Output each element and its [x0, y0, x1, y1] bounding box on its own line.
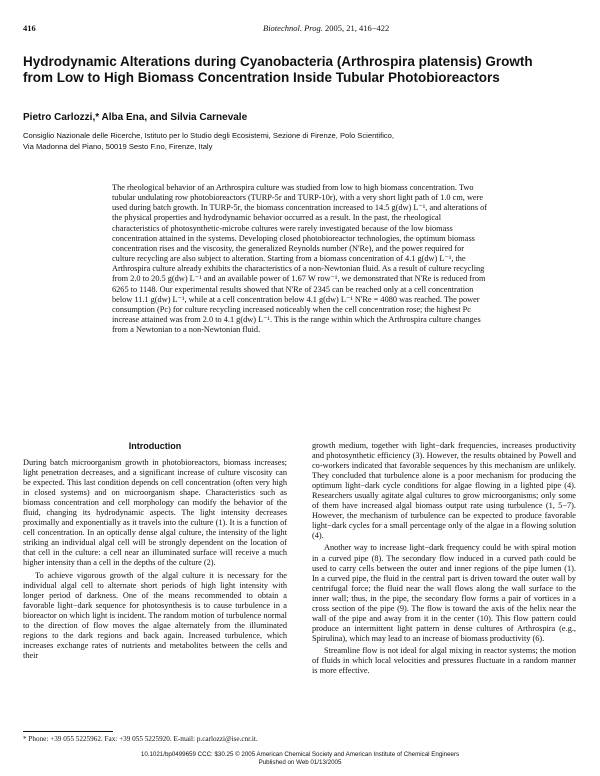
journal-citation	[263, 23, 389, 33]
affiliation-line-2: Via Madonna del Piano, 50019 Sesto F.no, Firenze, Italy	[23, 141, 213, 151]
right-column	[312, 441, 576, 676]
paragraph: growth medium, together with light−dark frequencies, increases productivity and photosynthetic efficiency (3). However, the results obtained by Powell and co-workers indicated that favorable sequences by this mechanism are unlikely. They concluded that turbulence alone is a poor mechanism for producing the optimum light−dark cycle conditions for algae flowing in a lighted pipe (4). Researchers usually agitate algal cultures to grow microorganisms; only some of them have increased algal biomass output rate using turbulence (1, 5−7). However, the mechanism of turbulence can be expected to produce favorable light−dark cycles for a small percentage only of the algae in a flowing solution (4).	[312, 441, 576, 541]
affiliation	[23, 131, 563, 152]
article-title: Hydrodynamic Alterations during Cyanobacteria (Arthrospira platensis) Growth from Low to High Biomass Concentration Inside Tubular Photobioreactors	[23, 54, 533, 85]
page-number: 416	[23, 23, 36, 33]
running-header	[23, 23, 577, 35]
publication-date-line: Published on Web 01/13/2005	[258, 759, 342, 766]
abstract: The rheological behavior of an Arthrospira culture was studied from low to high biomass concentration. Two tubular undulating row photobioreactors (TURP-5r and TURP-10r), with a very short light path of 1.0 cm, were used during batch growth. In TURP-5r, the biomass concentration increased to 14.5 g(dw) L⁻¹, and alterations of the physical properties and hydrodynamic behavior occurred as a result. In the past, the rheological characteristics of photosynthetic-microbe cultures were rarely investigated because of the low biomass concentration attained in the systems. Developing closed photobioreactor technologies, the optimum biomass concentration rises and the viscosity, the generalized Reynolds number (N'Re), and the power required for culture recycling are also subject to alteration. Starting from a biomass concentration of 4.1 g(dw) L⁻¹, the Arthrospira culture already exhibits the characteristics of a non-Newtonian fluid. As a result of culture recycling from 2.0 to 20.5 g(dw) L⁻¹ and an available power of 1.67 W row⁻¹, we demonstrated that N'Re is reduced from 6265 to 1148. Our experimental results showed that N'Re of 2345 can be reached only at a cell concentration below 11.1 g(dw) L⁻¹, while at a cell concentration below 4.1 g(dw) L⁻¹ N'Re = 4080 was reached. The power consumption (Pc) for culture recycling increased noticeably when the cell concentration rose; the highest Pc increase attained was from 2.0 to 4.1 g(dw) L⁻¹. This is the range within which the Arthrospira culture changes from a Newtonian to a non-Newtonian fluid.	[112, 183, 488, 335]
year-volume-pages: 2005, 21, 416−422	[325, 23, 390, 33]
publication-info	[23, 751, 577, 767]
journal-name: Biotechnol. Prog.	[263, 23, 323, 33]
left-column	[23, 440, 287, 661]
footnote-rule	[23, 731, 113, 732]
author-list: Pietro Carlozzi,* Alba Ena, and Silvia Carnevale	[23, 112, 248, 123]
paragraph: During batch microorganism growth in photobioreactors, biomass increases; light penetration decreases, and a significant increase of culture viscosity can be expected. This last condition depends on cell concentration (often very high in closed systems) and on microorganism shape. Characteristics such as biomass concentration and cell morphology can modify the behavior of the fluid, changing its hydrodynamic aspects. The light intensity decreases proximally and exponentially as it travels into the culture (1). It is a function of cell concentration. In an optically dense algal culture, the intensity of the light striking an individual algal cell will be strongly dependent on the location of that cell in the culture: a cell near an illuminated surface will receive a much higher intensity than a cell in the depths of the culture (2).	[23, 458, 287, 568]
paragraph: Streamline flow is not ideal for algal mixing in reactor systems; the motion of fluids in which local velocities and pressures fluctuate in a random manner is more effective.	[312, 645, 576, 676]
paragraph: Another way to increase light−dark frequency could be with spiral motion in a curved pipe (8). The secondary flow induced in a curved path could be used to carry cells between the outer and inner regions of the pipe lumen (1). In a curved pipe, the fluid in the central part is driven toward the outer wall by centrifugal force; the fluid near the wall flows along the wall surface to the inner wall; thus, in the pipe, the secondary flow forms a pair of vortices in a cross section of the pipe (9). The flow is toward the axis of the helix near the wall of the pipe and away from it in the center (10). This flow pattern could produce an intermittent light pattern in dense cultures of Arthrospira (e.g., Spirulina), which may lead to an increase of biomass productivity (6).	[312, 543, 576, 643]
corresponding-author-footnote: * Phone: +39 055 5225962. Fax: +39 055 5225920. E-mail: p.carlozzi@ise.cnr.it.	[23, 735, 258, 743]
section-heading-introduction: Introduction	[128, 441, 182, 451]
doi-copyright-line: 10.1021/bp0499659 CCC: $30.25 © 2005 American Chemical Society and American Institute of Chemical Engineers	[140, 751, 460, 758]
affiliation-line-1: Consiglio Nazionale delle Ricerche, Istituto per lo Studio degli Ecosistemi, Sezione di Firenze, Polo Scientifico,	[23, 131, 395, 140]
paragraph: To achieve vigorous growth of the algal culture it is necessary for the individual algal cell to alternate short periods of high light intensity with longer period of darkness. One of the means recommended to obtain a favorable light−dark sequence for photosynthesis is to cause turbulence in a bioreactor on which light is incident. The random motion of turbulence normal to the direction of flow moves the algae alternately from the illuminated regions to the dark regions and back again. Increased turbulence, which increases exchange rates of nutrients and metabolites between the cells and their	[23, 570, 287, 660]
